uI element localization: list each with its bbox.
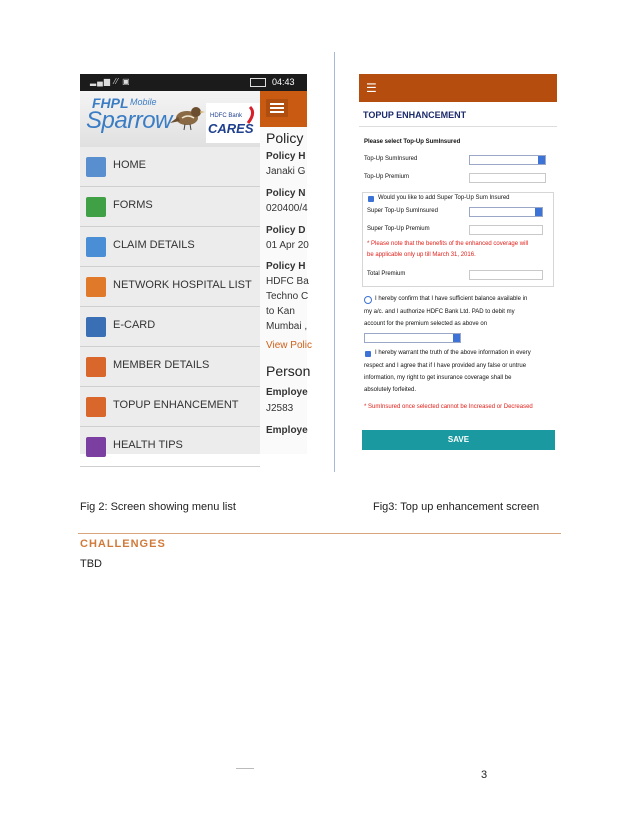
super-suminsured-select[interactable]	[469, 207, 543, 217]
swoosh-icon	[242, 105, 258, 125]
title-rule	[359, 126, 557, 127]
caption-fig2: Fig 2: Screen showing menu list	[80, 501, 236, 513]
person-heading: Person	[266, 363, 311, 379]
menu-item-forms[interactable]	[80, 187, 260, 227]
app-toolbar	[260, 91, 307, 127]
confirm-radio[interactable]	[364, 296, 372, 304]
menu-icon[interactable]: ☰	[366, 81, 377, 95]
ecard-icon	[86, 317, 106, 337]
warrant-checkbox[interactable]	[365, 351, 371, 357]
policy-content	[260, 127, 312, 454]
menu-item-e-card[interactable]	[80, 307, 260, 347]
policy-line: HDFC Ba	[266, 276, 309, 287]
person-line: Employe	[266, 425, 308, 436]
umbrella-icon	[86, 237, 106, 257]
menu-item-label: HEALTH TIPS	[113, 439, 183, 451]
policy-line: Mumbai ,	[266, 321, 308, 332]
person-line: J2583	[266, 403, 294, 414]
logo-fhpl: FHPL	[92, 95, 129, 111]
nav-drawer	[80, 91, 261, 454]
section-heading: CHALLENGES	[80, 538, 166, 550]
menu-item-label: CLAIM DETAILS	[113, 239, 195, 251]
menu-item-label: TOPUP ENHANCEMENT	[113, 399, 239, 411]
super-question-label: Would you like to add Super Top-Up Sum Insured	[378, 195, 510, 201]
hospital-icon	[86, 277, 106, 297]
save-button[interactable]: SAVE	[362, 430, 555, 450]
note-line-2: be applicable only up till March 31, 2016.	[367, 252, 476, 258]
status-bar	[80, 74, 307, 91]
topup-toolbar	[359, 74, 557, 102]
topup-suminsured-label: Top-Up SumInsured	[364, 156, 418, 162]
confirm-line-1: I hereby confirm that I have sufficient balance available in	[375, 296, 528, 302]
view-policy-link[interactable]: View Polic	[266, 340, 312, 351]
policy-line: 020400/4	[266, 203, 308, 214]
cares-text: CARES	[208, 121, 254, 136]
topup-icon	[86, 397, 106, 417]
home-icon	[86, 157, 106, 177]
policy-line: Policy N	[266, 188, 306, 199]
policy-heading: Policy	[266, 130, 304, 146]
footer-mark	[236, 768, 254, 769]
page-number: 3	[481, 769, 488, 781]
battery-icon	[250, 78, 266, 87]
super-suminsured-label: Super Top-Up SumInsured	[367, 208, 438, 214]
members-icon	[86, 357, 106, 377]
menu-item-label: NETWORK HOSPITAL LIST	[113, 279, 252, 291]
forms-icon	[86, 197, 106, 217]
prompt-label: Please select Top-Up SumInsured	[364, 139, 461, 145]
figure-divider	[334, 52, 335, 472]
warrant-line-2: respect and I agree that if I have provided any false or untrue	[364, 363, 527, 369]
note-line-1: * Please note that the benefits of the enhanced coverage will	[367, 241, 529, 247]
app-logo	[80, 91, 260, 147]
menu-item-home[interactable]	[80, 147, 260, 187]
menu-item-member-details[interactable]	[80, 347, 260, 387]
menu-item-label: MEMBER DETAILS	[113, 359, 210, 371]
clock: 04:43	[272, 77, 295, 87]
person-line: Employe	[266, 387, 308, 398]
caption-fig3: Fig3: Top up enhancement screen	[373, 501, 540, 513]
topup-suminsured-select[interactable]	[469, 155, 546, 165]
hdfc-cares-logo	[206, 103, 260, 143]
topup-title: TOPUP ENHANCEMENT	[363, 110, 467, 120]
confirm-line-2: my a/c. and I authorize HDFC Bank Ltd. PAD to debit my	[364, 309, 515, 315]
topup-premium-field[interactable]	[469, 173, 546, 183]
menu-item-claim-details[interactable]	[80, 227, 260, 267]
logo-sparrow: Sparrow	[86, 107, 172, 134]
policy-line: Policy D	[266, 225, 306, 236]
hamburger-icon[interactable]	[266, 99, 288, 117]
hdfc-bank-text: HDFC Bank	[210, 113, 243, 119]
policy-line: 01 Apr 20	[266, 240, 309, 251]
super-premium-field[interactable]	[469, 225, 543, 235]
menu-screenshot	[80, 74, 312, 454]
logo-mobile: Mobile	[130, 97, 157, 107]
section-body: TBD	[80, 558, 102, 570]
menu-item-network-hospital-list[interactable]	[80, 267, 260, 307]
policy-line: Janaki G	[266, 166, 306, 177]
warrant-line-4: absolutely forfeited.	[364, 387, 417, 393]
policy-line: Policy H	[266, 261, 306, 272]
policy-line: to Kan	[266, 306, 295, 317]
warning-text: * SumInsured once selected cannot be Increased or Decreased	[364, 404, 533, 410]
menu-item-health-tips[interactable]	[80, 427, 260, 467]
account-select[interactable]	[364, 333, 461, 343]
topup-screenshot	[359, 74, 557, 459]
health-icon	[86, 437, 106, 457]
warrant-line-3: information, my right to get insurance coverage shall be	[364, 375, 512, 381]
warrant-line-1: I hereby warrant the truth of the above information in every	[375, 350, 531, 356]
menu-item-label: FORMS	[113, 199, 153, 211]
menu-item-topup-enhancement[interactable]	[80, 387, 260, 427]
menu-item-label: HOME	[113, 159, 146, 171]
confirm-line-3: account for the premium selected as above on	[364, 321, 488, 327]
policy-line: Policy H	[266, 151, 306, 162]
policy-line: Techno C	[266, 291, 309, 302]
sparrow-bird-icon	[170, 101, 206, 131]
menu-item-label: E-CARD	[113, 319, 156, 331]
total-premium-field[interactable]	[469, 270, 543, 280]
section-rule	[78, 533, 561, 534]
super-premium-label: Super Top-Up Premium	[367, 226, 430, 232]
super-topup-checkbox[interactable]	[368, 196, 374, 202]
topup-premium-label: Top-Up Premium	[364, 174, 410, 180]
total-premium-label: Total Premium	[367, 271, 406, 277]
signal-icon: ▂▄▆ ⁄⁄ ▣	[90, 77, 131, 86]
